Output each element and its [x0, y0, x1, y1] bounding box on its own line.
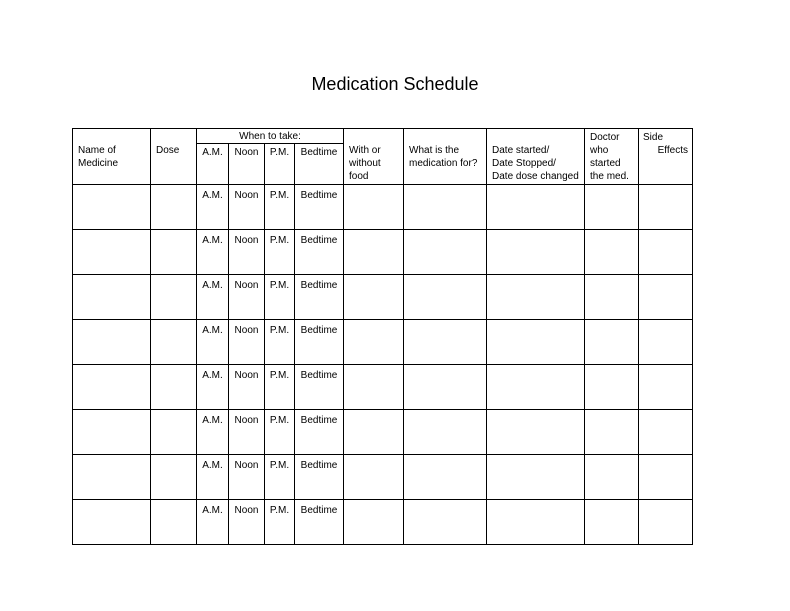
header-doctor-line-3: started [590, 158, 621, 169]
cell-medicine[interactable] [73, 230, 151, 275]
cell-purpose[interactable] [404, 185, 487, 230]
cell-time-noon[interactable]: Noon [229, 500, 265, 545]
cell-food[interactable] [344, 410, 404, 455]
header-dose [151, 129, 197, 185]
cell-time-am[interactable]: A.M. [197, 275, 229, 320]
header-what-for [404, 129, 487, 185]
cell-food[interactable] [344, 230, 404, 275]
table-row [73, 410, 693, 455]
cell-dose[interactable] [151, 455, 197, 500]
header-when-to-take: When to take: [197, 129, 344, 144]
cell-purpose[interactable] [404, 410, 487, 455]
cell-dates[interactable] [487, 410, 585, 455]
cell-time-noon[interactable]: Noon [229, 455, 265, 500]
cell-dose[interactable] [151, 500, 197, 545]
cell-time-pm[interactable]: P.M. [265, 365, 295, 410]
cell-food[interactable] [344, 365, 404, 410]
cell-side-effects[interactable] [639, 455, 693, 500]
cell-time-noon[interactable]: Noon [229, 230, 265, 275]
cell-time-noon[interactable]: Noon [229, 185, 265, 230]
cell-time-bedtime[interactable]: Bedtime [295, 185, 344, 230]
cell-time-am[interactable]: A.M. [197, 185, 229, 230]
cell-food[interactable] [344, 500, 404, 545]
cell-dates[interactable] [487, 500, 585, 545]
cell-time-pm[interactable]: P.M. [265, 455, 295, 500]
header-dates [487, 129, 585, 185]
header-food-line-1: With or [349, 145, 381, 156]
cell-doctor[interactable] [585, 185, 639, 230]
cell-purpose[interactable] [404, 365, 487, 410]
table-row [73, 230, 693, 275]
cell-time-am[interactable]: A.M. [197, 365, 229, 410]
cell-medicine[interactable] [73, 365, 151, 410]
cell-time-bedtime[interactable]: Bedtime [295, 500, 344, 545]
cell-doctor[interactable] [585, 455, 639, 500]
cell-doctor[interactable] [585, 275, 639, 320]
cell-time-am[interactable]: A.M. [197, 500, 229, 545]
cell-side-effects[interactable] [639, 365, 693, 410]
cell-dose[interactable] [151, 320, 197, 365]
cell-food[interactable] [344, 275, 404, 320]
header-with-or-without-food [344, 129, 404, 185]
cell-purpose[interactable] [404, 455, 487, 500]
cell-dates[interactable] [487, 275, 585, 320]
cell-dose[interactable] [151, 185, 197, 230]
header-dates-line-1: Date started/ [492, 145, 550, 156]
table-row [73, 275, 693, 320]
header-name-line-2: Medicine [78, 158, 119, 169]
cell-side-effects[interactable] [639, 275, 693, 320]
header-dose-label: Dose [156, 145, 180, 156]
cell-time-noon[interactable]: Noon [229, 275, 265, 320]
cell-time-pm[interactable]: P.M. [265, 410, 295, 455]
cell-medicine[interactable] [73, 320, 151, 365]
cell-purpose[interactable] [404, 230, 487, 275]
cell-doctor[interactable] [585, 365, 639, 410]
cell-dose[interactable] [151, 230, 197, 275]
header-doctor-line-2: who [590, 145, 609, 156]
cell-medicine[interactable] [73, 455, 151, 500]
header-purpose-line-1: What is the [409, 145, 460, 156]
header-row-top [73, 129, 693, 144]
cell-time-bedtime[interactable]: Bedtime [295, 410, 344, 455]
header-name-of-medicine [73, 129, 151, 185]
table-row [73, 320, 693, 365]
cell-dates[interactable] [487, 320, 585, 365]
cell-food[interactable] [344, 320, 404, 365]
cell-dose[interactable] [151, 410, 197, 455]
table-row [73, 365, 693, 410]
cell-purpose[interactable] [404, 275, 487, 320]
header-doctor-line-4: the med. [590, 171, 629, 182]
table-row [73, 455, 693, 500]
cell-medicine[interactable] [73, 185, 151, 230]
cell-time-bedtime[interactable]: Bedtime [295, 365, 344, 410]
header-food-line-2: without [349, 158, 381, 169]
header-time-bedtime: Bedtime [295, 144, 344, 185]
cell-dates[interactable] [487, 185, 585, 230]
header-time-am: A.M. [197, 144, 229, 185]
cell-time-pm[interactable]: P.M. [265, 275, 295, 320]
header-food-line-3: food [349, 171, 369, 182]
cell-time-noon[interactable]: Noon [229, 320, 265, 365]
cell-time-am[interactable]: A.M. [197, 410, 229, 455]
header-dates-line-3: Date dose changed [492, 171, 579, 182]
cell-medicine[interactable] [73, 410, 151, 455]
cell-side-effects[interactable] [639, 185, 693, 230]
cell-dose[interactable] [151, 365, 197, 410]
cell-time-pm[interactable]: P.M. [265, 320, 295, 365]
header-doctor-line-1: Doctor [590, 132, 620, 143]
medication-schedule-table [72, 128, 693, 545]
cell-dates[interactable] [487, 455, 585, 500]
cell-time-am[interactable]: A.M. [197, 320, 229, 365]
cell-dates[interactable] [487, 365, 585, 410]
cell-purpose[interactable] [404, 320, 487, 365]
page-title: Medication Schedule [311, 74, 479, 94]
cell-time-am[interactable]: A.M. [197, 230, 229, 275]
cell-time-pm[interactable]: P.M. [265, 230, 295, 275]
cell-food[interactable] [344, 185, 404, 230]
header-side-effects [639, 129, 693, 185]
header-name-line-1: Name of [78, 145, 116, 156]
table-row [73, 500, 693, 545]
header-doctor [585, 129, 639, 185]
cell-medicine[interactable] [73, 275, 151, 320]
cell-medicine[interactable] [73, 500, 151, 545]
cell-dates[interactable] [487, 230, 585, 275]
header-time-pm: P.M. [265, 144, 295, 185]
table-row [73, 185, 693, 230]
cell-time-bedtime[interactable]: Bedtime [295, 230, 344, 275]
cell-side-effects[interactable] [639, 320, 693, 365]
cell-time-pm[interactable]: P.M. [265, 185, 295, 230]
cell-dose[interactable] [151, 275, 197, 320]
cell-time-pm[interactable]: P.M. [265, 500, 295, 545]
cell-time-bedtime[interactable]: Bedtime [295, 455, 344, 500]
cell-doctor[interactable] [585, 320, 639, 365]
cell-doctor[interactable] [585, 500, 639, 545]
header-purpose-line-2: medication for? [409, 158, 478, 169]
cell-doctor[interactable] [585, 410, 639, 455]
cell-time-noon[interactable]: Noon [229, 410, 265, 455]
cell-time-bedtime[interactable]: Bedtime [295, 320, 344, 365]
cell-side-effects[interactable] [639, 410, 693, 455]
cell-side-effects[interactable] [639, 500, 693, 545]
cell-doctor[interactable] [585, 230, 639, 275]
header-time-noon: Noon [229, 144, 265, 185]
header-side-line-2: Effects [657, 145, 689, 156]
cell-side-effects[interactable] [639, 230, 693, 275]
header-side-line-1: Side [643, 132, 664, 143]
header-dates-line-2: Date Stopped/ [492, 158, 556, 169]
cell-time-noon[interactable]: Noon [229, 365, 265, 410]
cell-purpose[interactable] [404, 500, 487, 545]
cell-food[interactable] [344, 455, 404, 500]
cell-time-bedtime[interactable]: Bedtime [295, 275, 344, 320]
cell-time-am[interactable]: A.M. [197, 455, 229, 500]
